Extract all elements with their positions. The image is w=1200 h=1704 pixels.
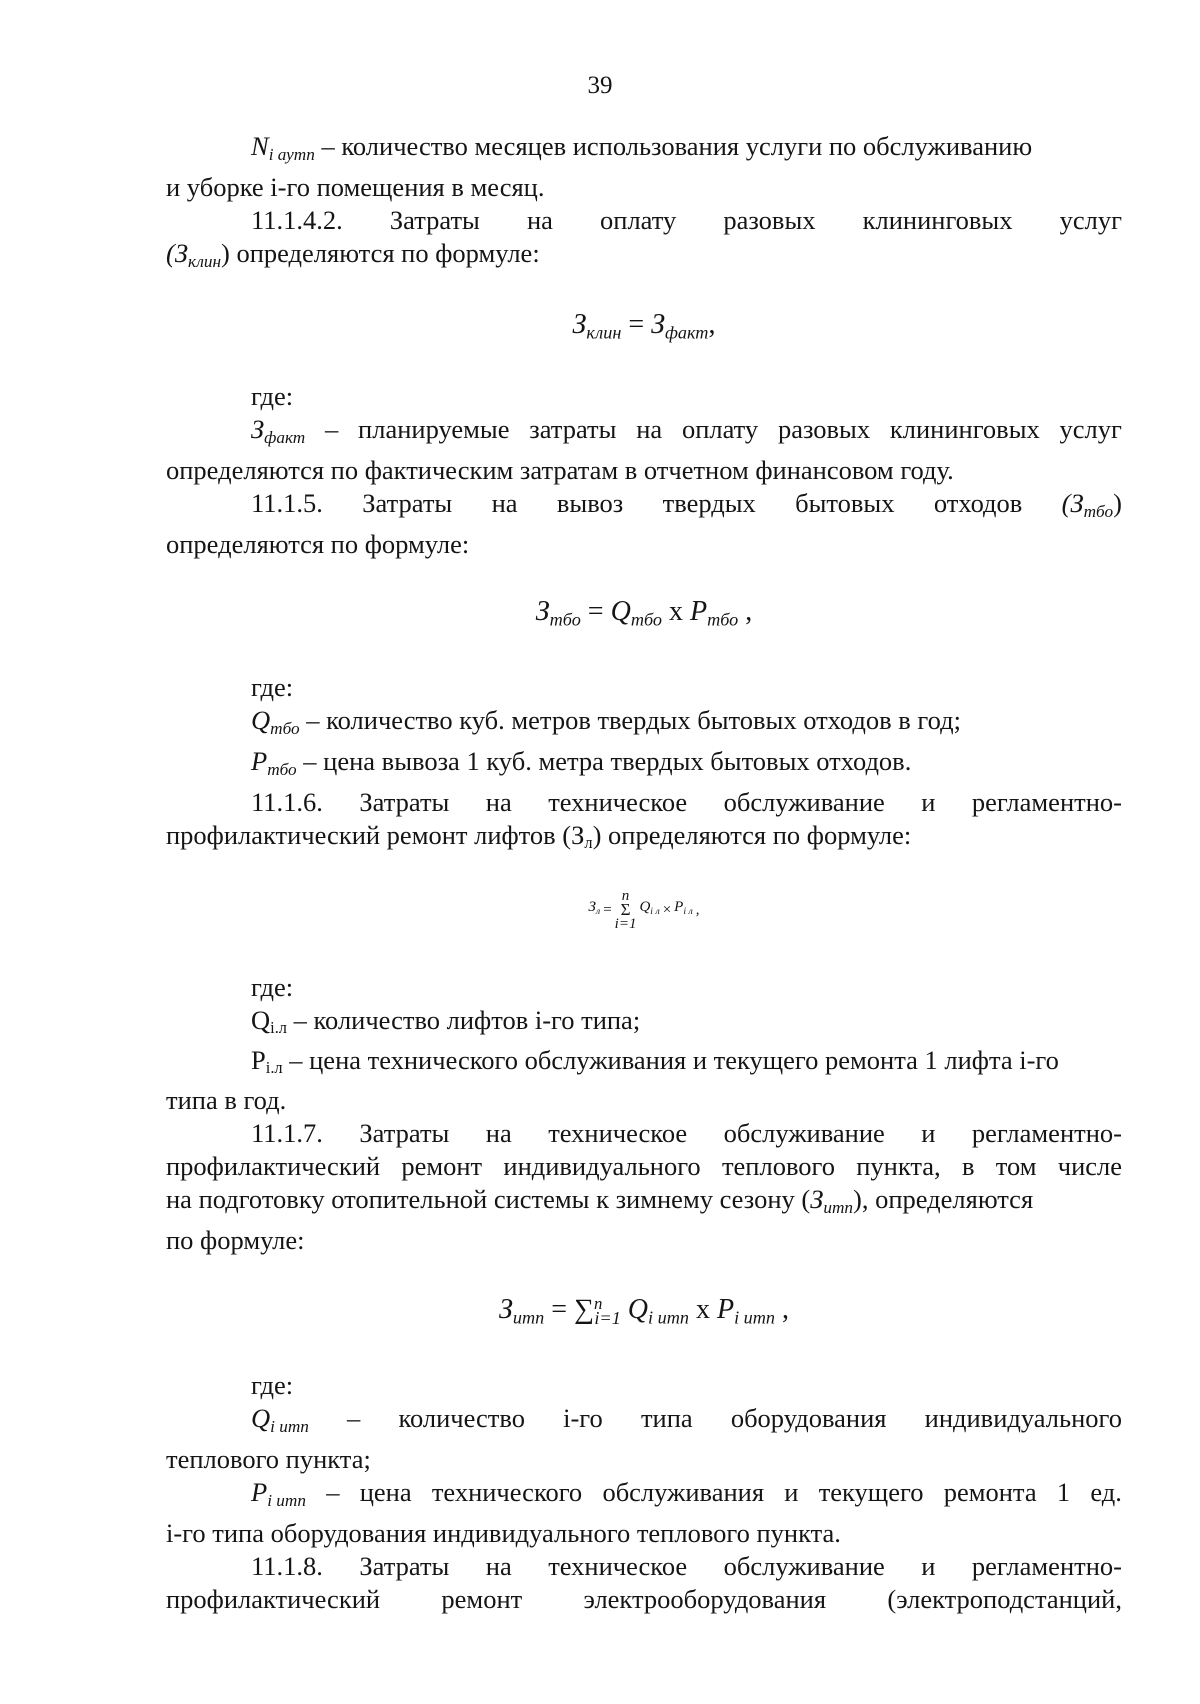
word: (электроподстанций, [887,1584,1122,1615]
word: разовых [777,413,871,444]
word: регламентно- [971,786,1122,817]
word: и [921,786,936,817]
word: индивидуального [924,1402,1122,1433]
word: 11.1.4.2. [251,205,343,236]
word: обслуживание [723,786,885,817]
word: i-го [563,1402,603,1433]
definition-z-fakt [166,413,1122,454]
word: ед. [1090,1477,1122,1508]
word: – [326,1477,340,1508]
word: технического [431,1477,583,1508]
word: оплату [681,413,759,444]
word: услуг [1059,205,1122,236]
word: Затраты [359,1118,450,1149]
var-n-aytn: $N_{i аутп}$ [251,131,315,165]
section-11-1-6-line1 [166,786,1122,819]
formula-z-itp: $З_{итп} = \sum^n_{i=1}$ $Q_{i итп}$ х $P_{i итп}$ , [499,1294,789,1328]
word: Затраты [359,1551,450,1582]
word: Затраты [359,786,450,817]
word: обслуживание [723,1118,885,1149]
section-11-1-5-line2: определяются по формуле: [166,529,470,560]
word: планируемые [358,413,510,444]
word: текущего [818,1477,924,1508]
word: твердых [662,487,756,518]
where-label-4: где: [251,1369,294,1400]
section-11-1-7-line1 [166,1117,1122,1150]
word: Затраты [362,487,453,518]
definition-p-il: Pi.л – цена технического обслуживания и текущего ремонта 1 лифта i-го [251,1045,1059,1078]
word: 11.1.7. [251,1118,323,1149]
definition-q-il: Qi.л – количество лифтов i-го типа; [251,1004,641,1038]
word: на [485,1551,512,1582]
word: – [347,1402,361,1433]
word: и [784,1477,799,1508]
word: 1 [1056,1477,1071,1508]
word: цена [359,1477,412,1508]
definition-p-itp [166,1476,1122,1517]
word: на [485,786,512,817]
sum-symbol-l: n Σ i=1 [614,887,637,932]
word: вывоз [556,487,624,518]
definition-q-tbo: $Q_{тбо}$ – количество куб. метров твердых бытовых отходов в год; [251,704,961,738]
word: количество [398,1402,525,1433]
word: – [325,413,339,444]
word: регламентно- [971,1118,1122,1149]
section-11-1-7-line2: профилактический ремонт индивидуального теплового пункта, в том числе [166,1151,1122,1182]
word: разовых [723,205,816,236]
word: техническое [548,1551,688,1582]
word: на [636,413,663,444]
var-z-klin: ($З_{клин}$ [166,238,222,272]
paragraph-n-aytn: $N_{i аутп}$ – количество месяцев использования услуги по обслуживанию [251,131,1033,165]
var-z-itp: $З_{итп}$ [810,1184,853,1218]
word: 11.1.8. [251,1551,323,1582]
var-p-tbo: $P_{тбо}$ [251,745,297,779]
var-q-tbo: $Q_{тбо}$ [251,704,300,738]
word: ремонта [943,1477,1037,1508]
word: клининговых [889,413,1040,444]
word: затраты [529,413,617,444]
where-label-3: где: [251,971,294,1002]
formula-z-klin: $З_{клин} = З_{факт}$, [572,309,716,343]
where-label-1: где: [251,380,294,411]
word: и [921,1551,936,1582]
var-p-itp: $P_{i итп}$ [251,1477,306,1511]
word: и [921,1118,936,1149]
section-11-1-4-2-line2: $(З_{клин})$ определяются по формуле: [166,238,540,272]
where-label-2: где: [251,671,294,702]
definition-p-tbo: $P_{тбо}$ – цена вывоза 1 куб. метра твердых бытовых отходов. [251,745,912,779]
var-q-itp: $Q_{i итп}$ [251,1402,309,1437]
section-11-1-5-line1 [166,487,1122,528]
word: профилактический [166,1584,381,1615]
word: услуг [1059,413,1122,444]
definition-p-itp-cont: i-го типа оборудования индивидуального теплового пункта. [166,1518,841,1549]
document-body [166,130,1122,1616]
word: клининговых [862,205,1013,236]
section-11-1-6-line2: профилактический ремонт лифтов (Зл) определяются по формуле: [166,819,912,852]
page-number: 39 [587,72,613,99]
word: оплату [600,205,677,236]
word: техническое [548,1118,688,1149]
section-11-1-7-line3: на подготовку отопительной системы к зимнему сезону $(З_{итп})$, определяются [166,1184,1034,1218]
word: обслуживания [602,1477,765,1508]
formula-z-tbo: $З_{тбо} = Q_{тбо}$ х $P_{тбо}$ , [535,596,753,630]
paragraph-n-aytn-cont: и уборке i-го помещения в месяц. [166,172,545,203]
word: Затраты [389,205,480,236]
section-11-1-8-line2 [166,1583,1122,1616]
section-11-1-8-line1 [166,1550,1122,1583]
word: на [485,1118,512,1149]
word: оборудования [730,1402,887,1433]
word: 11.1.6. [251,786,323,817]
word: бытовых [795,487,895,518]
formula-z-l: $З_л$ = n Σ i=1 $Q_{i л}$ × $P_{i л}$ , [588,887,700,932]
word: типа [640,1402,693,1433]
section-11-1-4-2-line1 [166,204,1122,237]
section-11-1-7-line4: по формуле: [166,1225,305,1256]
word: на [491,487,518,518]
definition-q-itp-cont: теплового пункта; [166,1444,371,1475]
var-z-fakt: $З_{факт}$ [251,413,306,447]
word: обслуживание [723,1551,885,1582]
word: электрооборудования [583,1584,827,1615]
definition-z-fakt-cont: определяются по фактическим затратам в отчетном финансовом году. [166,454,954,485]
word: ремонт [441,1584,523,1615]
definition-p-il-cont: типа в год. [166,1085,287,1116]
word: техническое [548,786,688,817]
word: регламентно- [971,1551,1122,1582]
var-z-tbo: $(З_{тбо})$ [1061,487,1122,522]
word: отходов [933,487,1023,518]
word: на [526,205,553,236]
word: 11.1.5. [251,487,323,518]
definition-q-itp [166,1402,1122,1443]
